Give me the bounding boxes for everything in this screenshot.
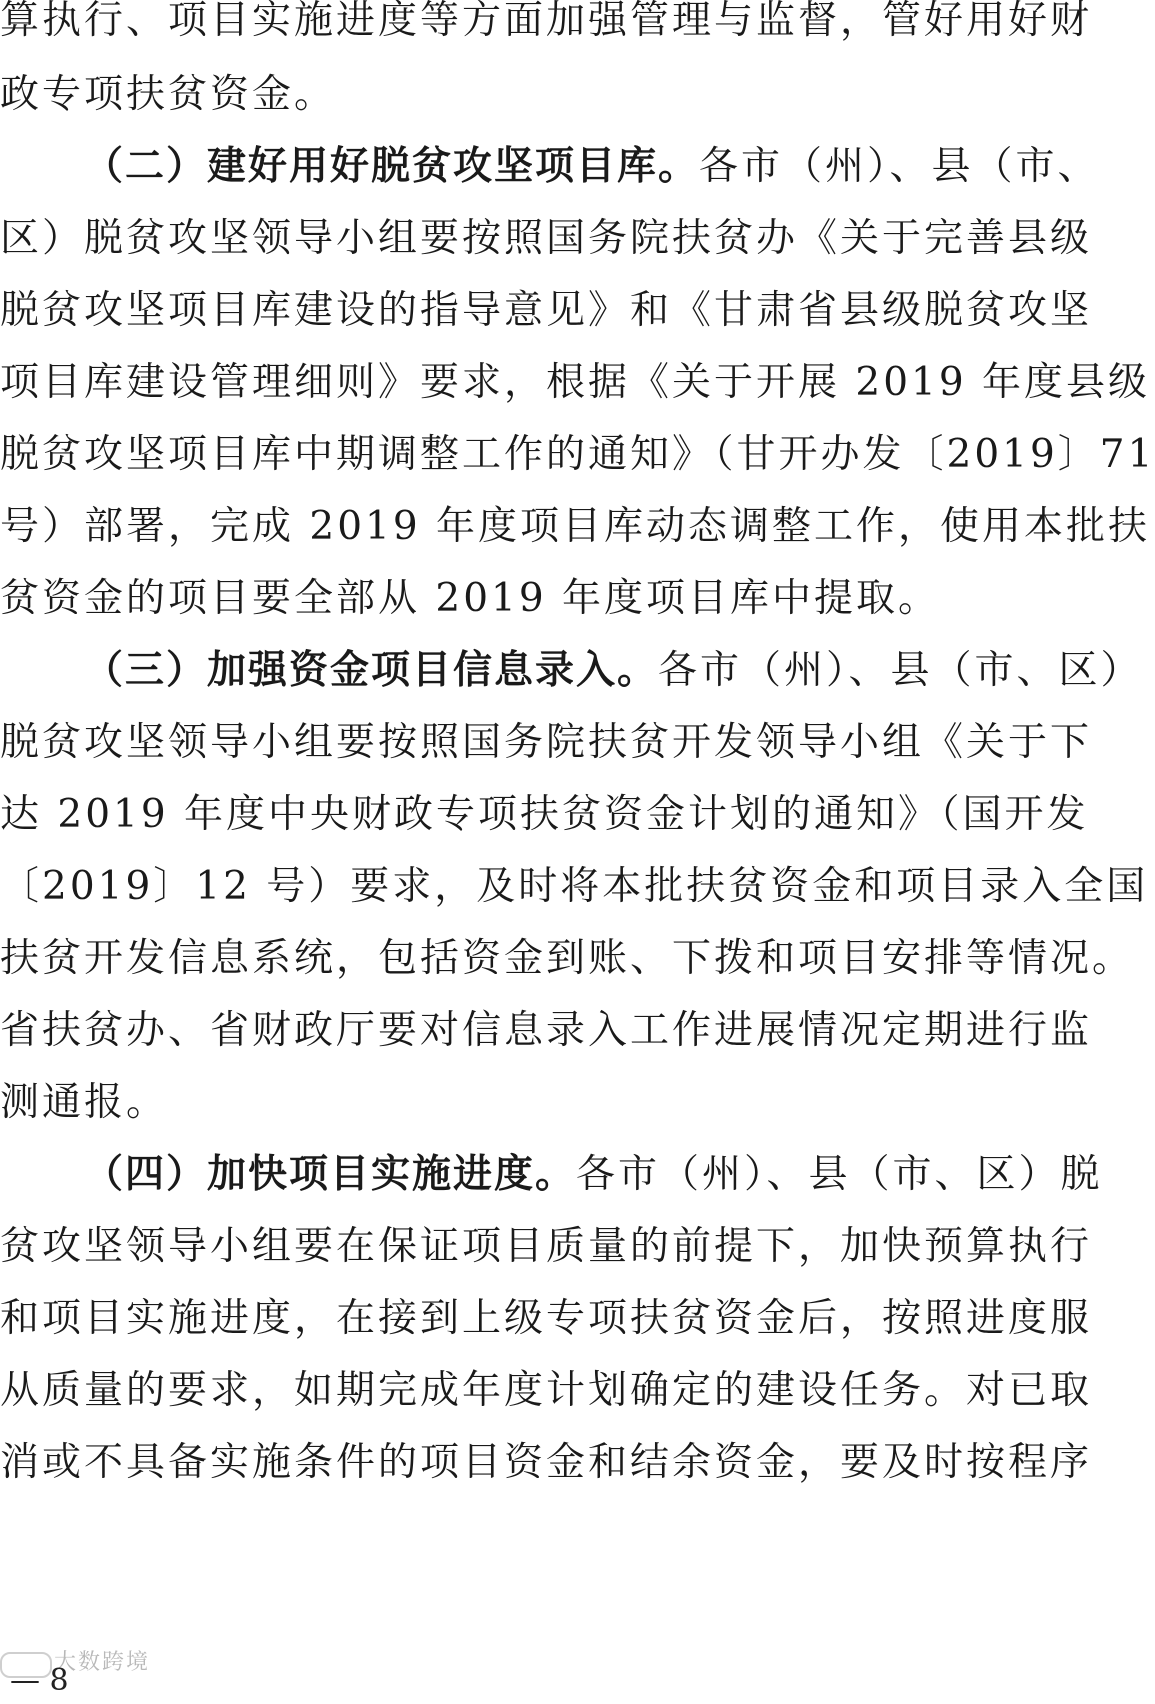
- body-text-line: 算执行、项目实施进度等方面加强管理与监督，管好用好财: [0, 0, 1093, 43]
- watermark-text: 大数跨境: [54, 1650, 151, 1675]
- body-text-line: 扶贫开发信息系统，包括资金到账、下拨和项目安排等情况。: [0, 936, 1135, 981]
- section-heading-line: [0, 128, 1100, 206]
- body-text-line: 区）脱贫攻坚领导小组要按照国务院扶贫办《关于完善县级: [0, 216, 1093, 261]
- body-text-line: 消或不具备实施条件的项目资金和结余资金，要及时按程序: [0, 1440, 1093, 1485]
- body-text: 各市（州）、县（市、: [699, 144, 1100, 189]
- body-text-line: 项目库建设管理细则》要求，根据《关于开展 2019 年度县级: [0, 360, 1151, 405]
- body-text-line: 脱贫攻坚项目库建设的指导意见》和《甘肃省县级脱贫攻坚: [0, 288, 1093, 333]
- body-text-line: 脱贫攻坚领导小组要按照国务院扶贫开发领导小组《关于下: [0, 720, 1093, 765]
- body-text: 各市（州）、县（市、区）脱: [576, 1152, 1103, 1197]
- page-footer: [0, 1650, 220, 1696]
- body-text-line: 和项目实施进度，在接到上级专项扶贫资金后，按照进度服: [0, 1296, 1093, 1341]
- section-heading-line: [0, 1136, 1103, 1214]
- section-heading-line: [0, 632, 1143, 710]
- body-text-line: 贫攻坚领导小组要在保证项目质量的前提下，加快预算执行: [0, 1224, 1093, 1269]
- body-text-line: 脱贫攻坚项目库中期调整工作的通知》（甘开办发〔2019〕71: [0, 432, 1155, 477]
- section-heading: （三）加强资金项目信息录入。: [84, 648, 659, 693]
- body-text-line: 从质量的要求，如期完成年度计划确定的建设任务。对已取: [0, 1368, 1093, 1413]
- body-text: 各市（州）、县（市、区）: [658, 648, 1143, 693]
- body-text-line: 政专项扶贫资金。: [0, 72, 337, 117]
- body-text-line: 贫资金的项目要全部从 2019 年度项目库中提取。: [0, 576, 941, 621]
- body-text-line: 测通报。: [0, 1080, 169, 1125]
- section-heading: （二）建好用好脱贫攻坚项目库。: [84, 144, 700, 189]
- page-number: — 8: [10, 1663, 69, 1698]
- body-text-line: 〔2019〕12 号）要求，及时将本批扶贫资金和项目录入全国: [0, 864, 1149, 909]
- body-text-line: 达 2019 年度中央财政专项扶贫资金计划的通知》（国开发: [0, 792, 1089, 837]
- section-heading: （四）加快项目实施进度。: [84, 1152, 577, 1197]
- body-text-line: 省扶贫办、省财政厅要对信息录入工作进展情况定期进行监: [0, 1008, 1093, 1053]
- body-text-line: 号）部署，完成 2019 年度项目库动态调整工作，使用本批扶: [0, 504, 1151, 549]
